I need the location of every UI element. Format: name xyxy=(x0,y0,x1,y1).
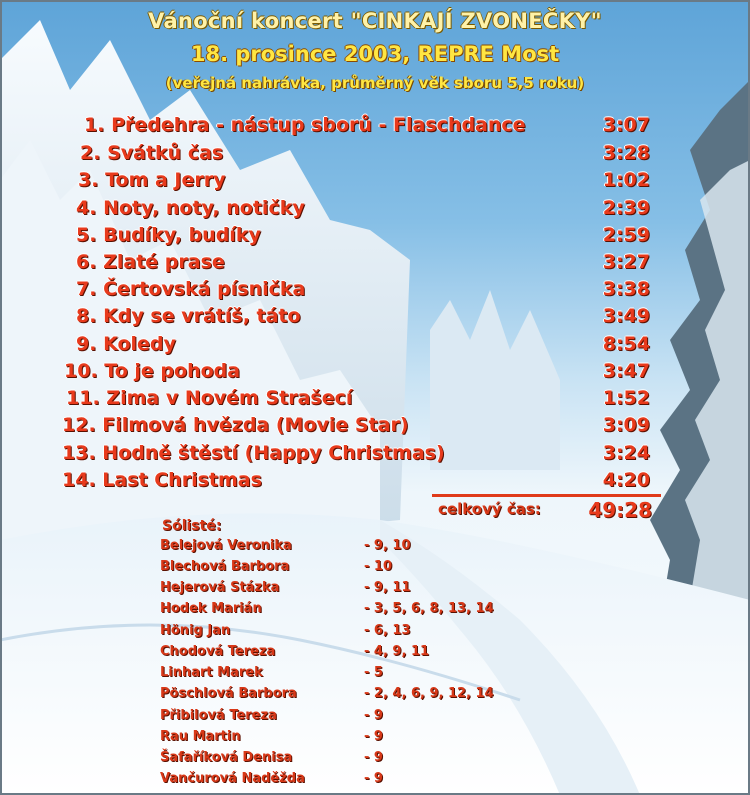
total-time: 49:28 xyxy=(588,498,652,522)
track-8-title: 8. Kdy se vrátíš, táto xyxy=(76,305,301,327)
track-6-title: 6. Zlaté prase xyxy=(76,251,225,273)
track-11-time: 1:52 xyxy=(602,387,650,409)
track-5-time: 2:59 xyxy=(602,224,650,246)
track-11-title: 11. Zima v Novém Strašecí xyxy=(66,387,353,409)
track-9-title: 9. Koledy xyxy=(76,333,176,355)
soloist-tracks: - 4, 9, 11 xyxy=(364,644,430,659)
track-1-title: 1. Předehra - nástup sborů - Flaschdance xyxy=(84,114,526,136)
soloist-name: Hodek Marián xyxy=(160,601,262,616)
track-7-title: 7. Čertovská písnička xyxy=(76,278,306,300)
concert-note: (veřejná nahrávka, průměrný věk sboru 5,5 roku) xyxy=(165,74,585,92)
total-divider xyxy=(432,494,661,497)
track-12-time: 3:09 xyxy=(602,414,650,436)
soloist-name: Vančurová Naděžda xyxy=(160,771,305,786)
soloist-tracks: - 9 xyxy=(364,750,383,765)
soloist-name: Rau Martin xyxy=(160,729,241,744)
soloist-name: Přibilová Tereza xyxy=(160,708,277,723)
track-7-time: 3:38 xyxy=(602,278,650,300)
track-10-title: 10. To je pohoda xyxy=(64,360,241,382)
soloist-name: Linhart Marek xyxy=(160,665,263,680)
track-3-time: 1:02 xyxy=(602,169,650,191)
soloist-tracks: - 9, 10 xyxy=(364,538,411,553)
track-3-title: 3. Tom a Jerry xyxy=(78,169,226,191)
track-8-time: 3:49 xyxy=(602,305,650,327)
track-10-time: 3:47 xyxy=(602,360,650,382)
soloist-tracks: - 3, 5, 6, 8, 13, 14 xyxy=(364,601,494,616)
soloists-heading: Sólisté: xyxy=(162,518,222,534)
soloist-tracks: - 5 xyxy=(364,665,383,680)
soloist-name: Šafaříková Denisa xyxy=(160,750,293,765)
soloist-tracks: - 9 xyxy=(364,771,383,786)
soloist-tracks: - 9, 11 xyxy=(364,580,411,595)
track-5-title: 5. Budíky, budíky xyxy=(76,224,261,246)
track-14-title: 14. Last Christmas xyxy=(62,469,262,491)
soloist-tracks: - 6, 13 xyxy=(364,623,411,638)
soloist-name: Chodová Tereza xyxy=(160,644,276,659)
soloist-tracks: - 9 xyxy=(364,708,383,723)
soloist-name: Pöschlová Barbora xyxy=(160,686,297,701)
track-13-title: 13. Hodně štěstí (Happy Christmas) xyxy=(62,442,445,464)
soloist-name: Blechová Barbora xyxy=(160,559,290,574)
soloist-tracks: - 9 xyxy=(364,729,383,744)
track-2-time: 3:28 xyxy=(602,142,650,164)
track-4-title: 4. Noty, noty, notičky xyxy=(76,197,305,219)
track-2-title: 2. Svátků čas xyxy=(80,142,224,164)
total-label: celkový čas: xyxy=(438,500,541,518)
track-13-time: 3:24 xyxy=(602,442,650,464)
soloist-name: Hejerová Stázka xyxy=(160,580,280,595)
track-14-time: 4:20 xyxy=(602,469,650,491)
track-12-title: 12. Filmová hvězda (Movie Star) xyxy=(62,414,409,436)
concert-title: Vánoční koncert "CINKAJÍ ZVONEČKY" xyxy=(148,9,602,33)
track-9-time: 8:54 xyxy=(602,333,650,355)
soloist-tracks: - 2, 4, 6, 9, 12, 14 xyxy=(364,686,494,701)
soloist-name: Hönig Jan xyxy=(160,623,231,638)
soloist-tracks: - 10 xyxy=(364,559,393,574)
track-1-time: 3:07 xyxy=(602,114,650,136)
track-4-time: 2:39 xyxy=(602,197,650,219)
soloist-name: Belejová Veronika xyxy=(160,538,292,553)
track-6-time: 3:27 xyxy=(602,251,650,273)
concert-date-venue: 18. prosince 2003, REPRE Most xyxy=(190,42,560,66)
